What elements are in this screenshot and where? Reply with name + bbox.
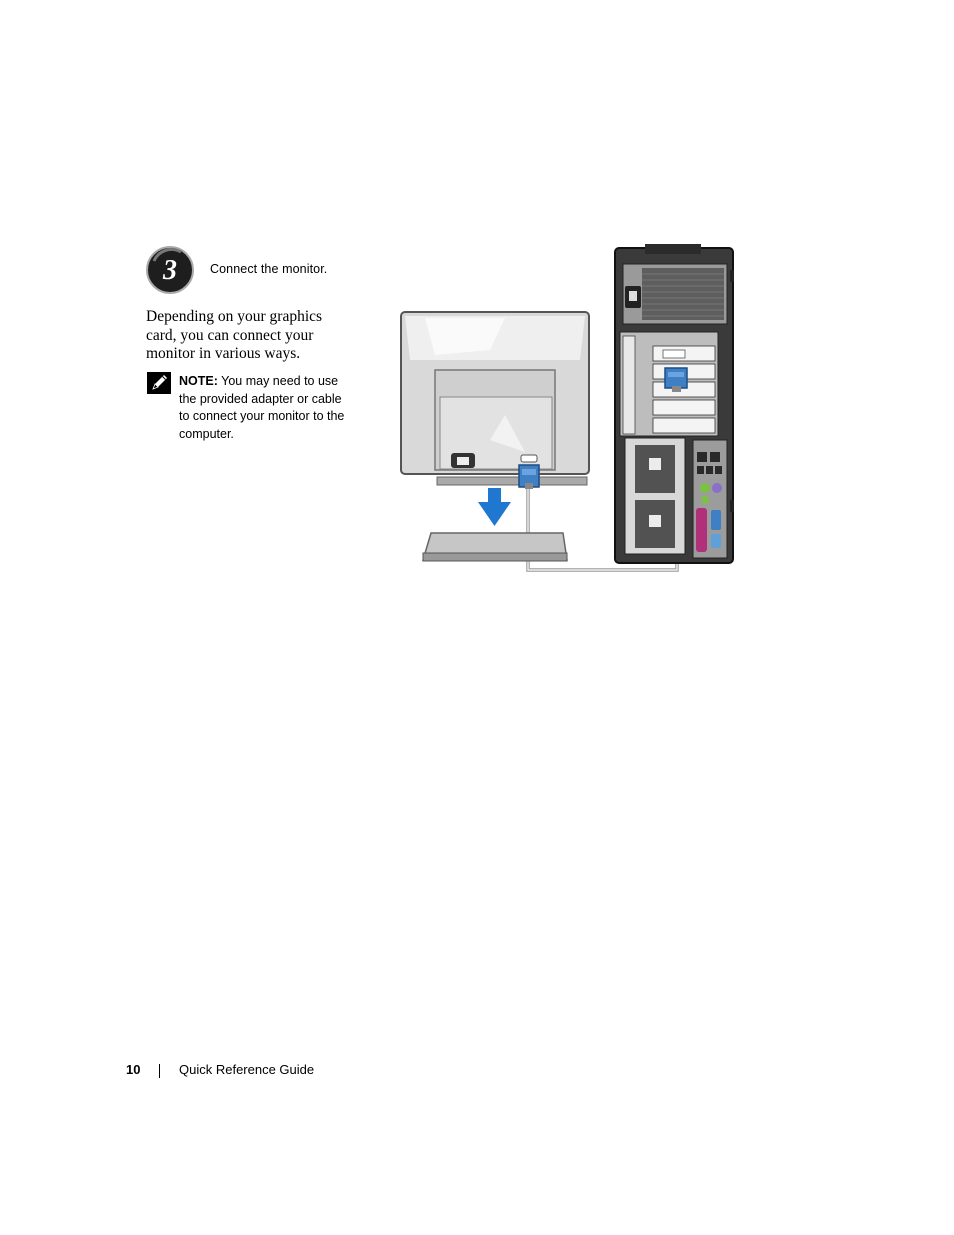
step-title: Connect the monitor. [210,262,328,276]
computer-end-connector [665,368,687,392]
note-text: You may need to use the provided adapter or cable to connect your monitor to the computer. [179,374,345,441]
monitor-connection-illustration [395,240,740,575]
monitor-video-port [521,455,537,462]
note-label: NOTE: [179,374,218,388]
intro-paragraph: Depending on your graphics card, you can connect your monitor in various ways. [146,308,323,362]
footer-divider [159,1064,160,1078]
note-pencil-icon [147,372,171,394]
footer-title: Quick Reference Guide [179,1062,315,1077]
step-number-badge [145,245,195,295]
step-number: 3 [163,255,177,286]
monitor-end-connector [519,465,539,489]
computer-tower-rear [615,244,734,563]
note-block [179,373,354,443]
down-arrow-icon [478,488,511,526]
page-number: 10 [126,1062,141,1077]
